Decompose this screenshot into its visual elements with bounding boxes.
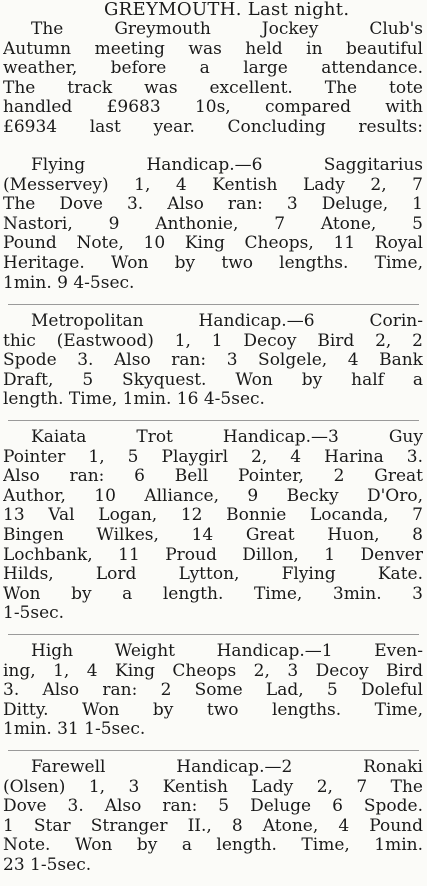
race-line: The Dove 3. Also ran: 3 Deluge, 1 <box>3 195 423 215</box>
race-line: Lochbank, 11 Proud Dillon, 1 Denver <box>3 545 423 565</box>
race-line: Note. Won by a length. Time, 1min. <box>3 836 423 856</box>
race-line: Author, 10 Alliance, 9 Becky D'Oro, <box>3 486 423 506</box>
race-line: ing, 1, 4 King Cheops 2, 3 Decoy Bird <box>3 661 423 681</box>
race-line: Heritage. Won by two lengths. Time, <box>3 253 423 273</box>
race-line: Dove 3. Also ran: 5 Deluge 6 Spode. <box>3 797 423 817</box>
race-line: 1 Star Stranger II., 8 Atone, 4 Pound <box>3 816 423 836</box>
race-line: thic (Eastwood) 1, 1 Decoy Bird 2, 2 <box>3 331 423 351</box>
race-flying-handicap <box>3 156 423 293</box>
race-line: Nastori, 9 Anthonie, 7 Atone, 5 <box>3 214 423 234</box>
race-farewell-handicap <box>3 758 423 876</box>
race-line: Won by a length. Time, 3min. 3 <box>3 584 423 604</box>
race-high-weight-handicap <box>3 642 423 740</box>
intro-line: weather, before a large attendance. <box>3 59 423 79</box>
intro-line: handled £9683 10s, compared with <box>3 98 423 118</box>
race-line: Bingen Wilkes, 14 Great Huon, 8 <box>3 525 423 545</box>
race-line: 1min. 31 1-5sec. <box>3 720 146 740</box>
race-metropolitan-handicap <box>3 312 423 410</box>
race-line: Draft, 5 Skyquest. Won by half a <box>3 370 423 390</box>
race-line: Metropolitan Handicap.—6 Corin- <box>31 312 423 331</box>
race-kaiata-trot-handicap <box>3 428 423 624</box>
race-line: Ditty. Won by two lengths. Time, <box>3 700 423 720</box>
race-line: Spode 3. Also ran: 3 Solgele, 4 Bank <box>3 351 423 371</box>
column-rule <box>8 304 419 305</box>
headline: GREYMOUTH. Last night. <box>104 0 350 20</box>
race-line: Flying Handicap.—6 Saggitarius <box>31 156 423 175</box>
column-rule <box>8 750 419 751</box>
intro-paragraph <box>3 20 423 138</box>
race-line: High Weight Handicap.—1 Even- <box>31 642 423 661</box>
intro-line: £6934 last year. Concluding results: <box>3 117 423 137</box>
race-line: Kaiata Trot Handicap.—3 Guy <box>31 428 423 447</box>
intro-line: The Greymouth Jockey Club's <box>31 20 423 39</box>
race-line: 1-5sec. <box>3 604 65 624</box>
race-line: Also ran: 6 Bell Pointer, 2 Great <box>3 467 423 487</box>
race-line: (Olsen) 1, 3 Kentish Lady 2, 7 The <box>3 777 423 797</box>
race-line: Pound Note, 10 King Cheops, 11 Royal <box>3 234 423 254</box>
race-line: Pointer 1, 5 Playgirl 2, 4 Harina 3. <box>3 447 423 467</box>
race-line: (Messervey) 1, 4 Kentish Lady 2, 7 <box>3 175 423 195</box>
race-line: Farewell Handicap.—2 Ronaki <box>31 758 423 777</box>
race-line: 3. Also ran: 2 Some Lad, 5 Doleful <box>3 681 423 701</box>
intro-line: The track was excellent. The tote <box>3 78 423 98</box>
intro-line: Autumn meeting was held in beautiful <box>3 39 423 59</box>
column-rule <box>8 634 419 635</box>
race-line: 13 Val Logan, 12 Bonnie Locanda, 7 <box>3 506 423 526</box>
column-rule <box>8 420 419 421</box>
race-line: Hilds, Lord Lytton, Flying Kate. <box>3 565 423 585</box>
race-line: 1min. 9 4-5sec. <box>3 273 135 293</box>
race-line: length. Time, 1min. 16 4-5sec. <box>3 390 265 410</box>
race-line: 23 1-5sec. <box>3 855 92 875</box>
